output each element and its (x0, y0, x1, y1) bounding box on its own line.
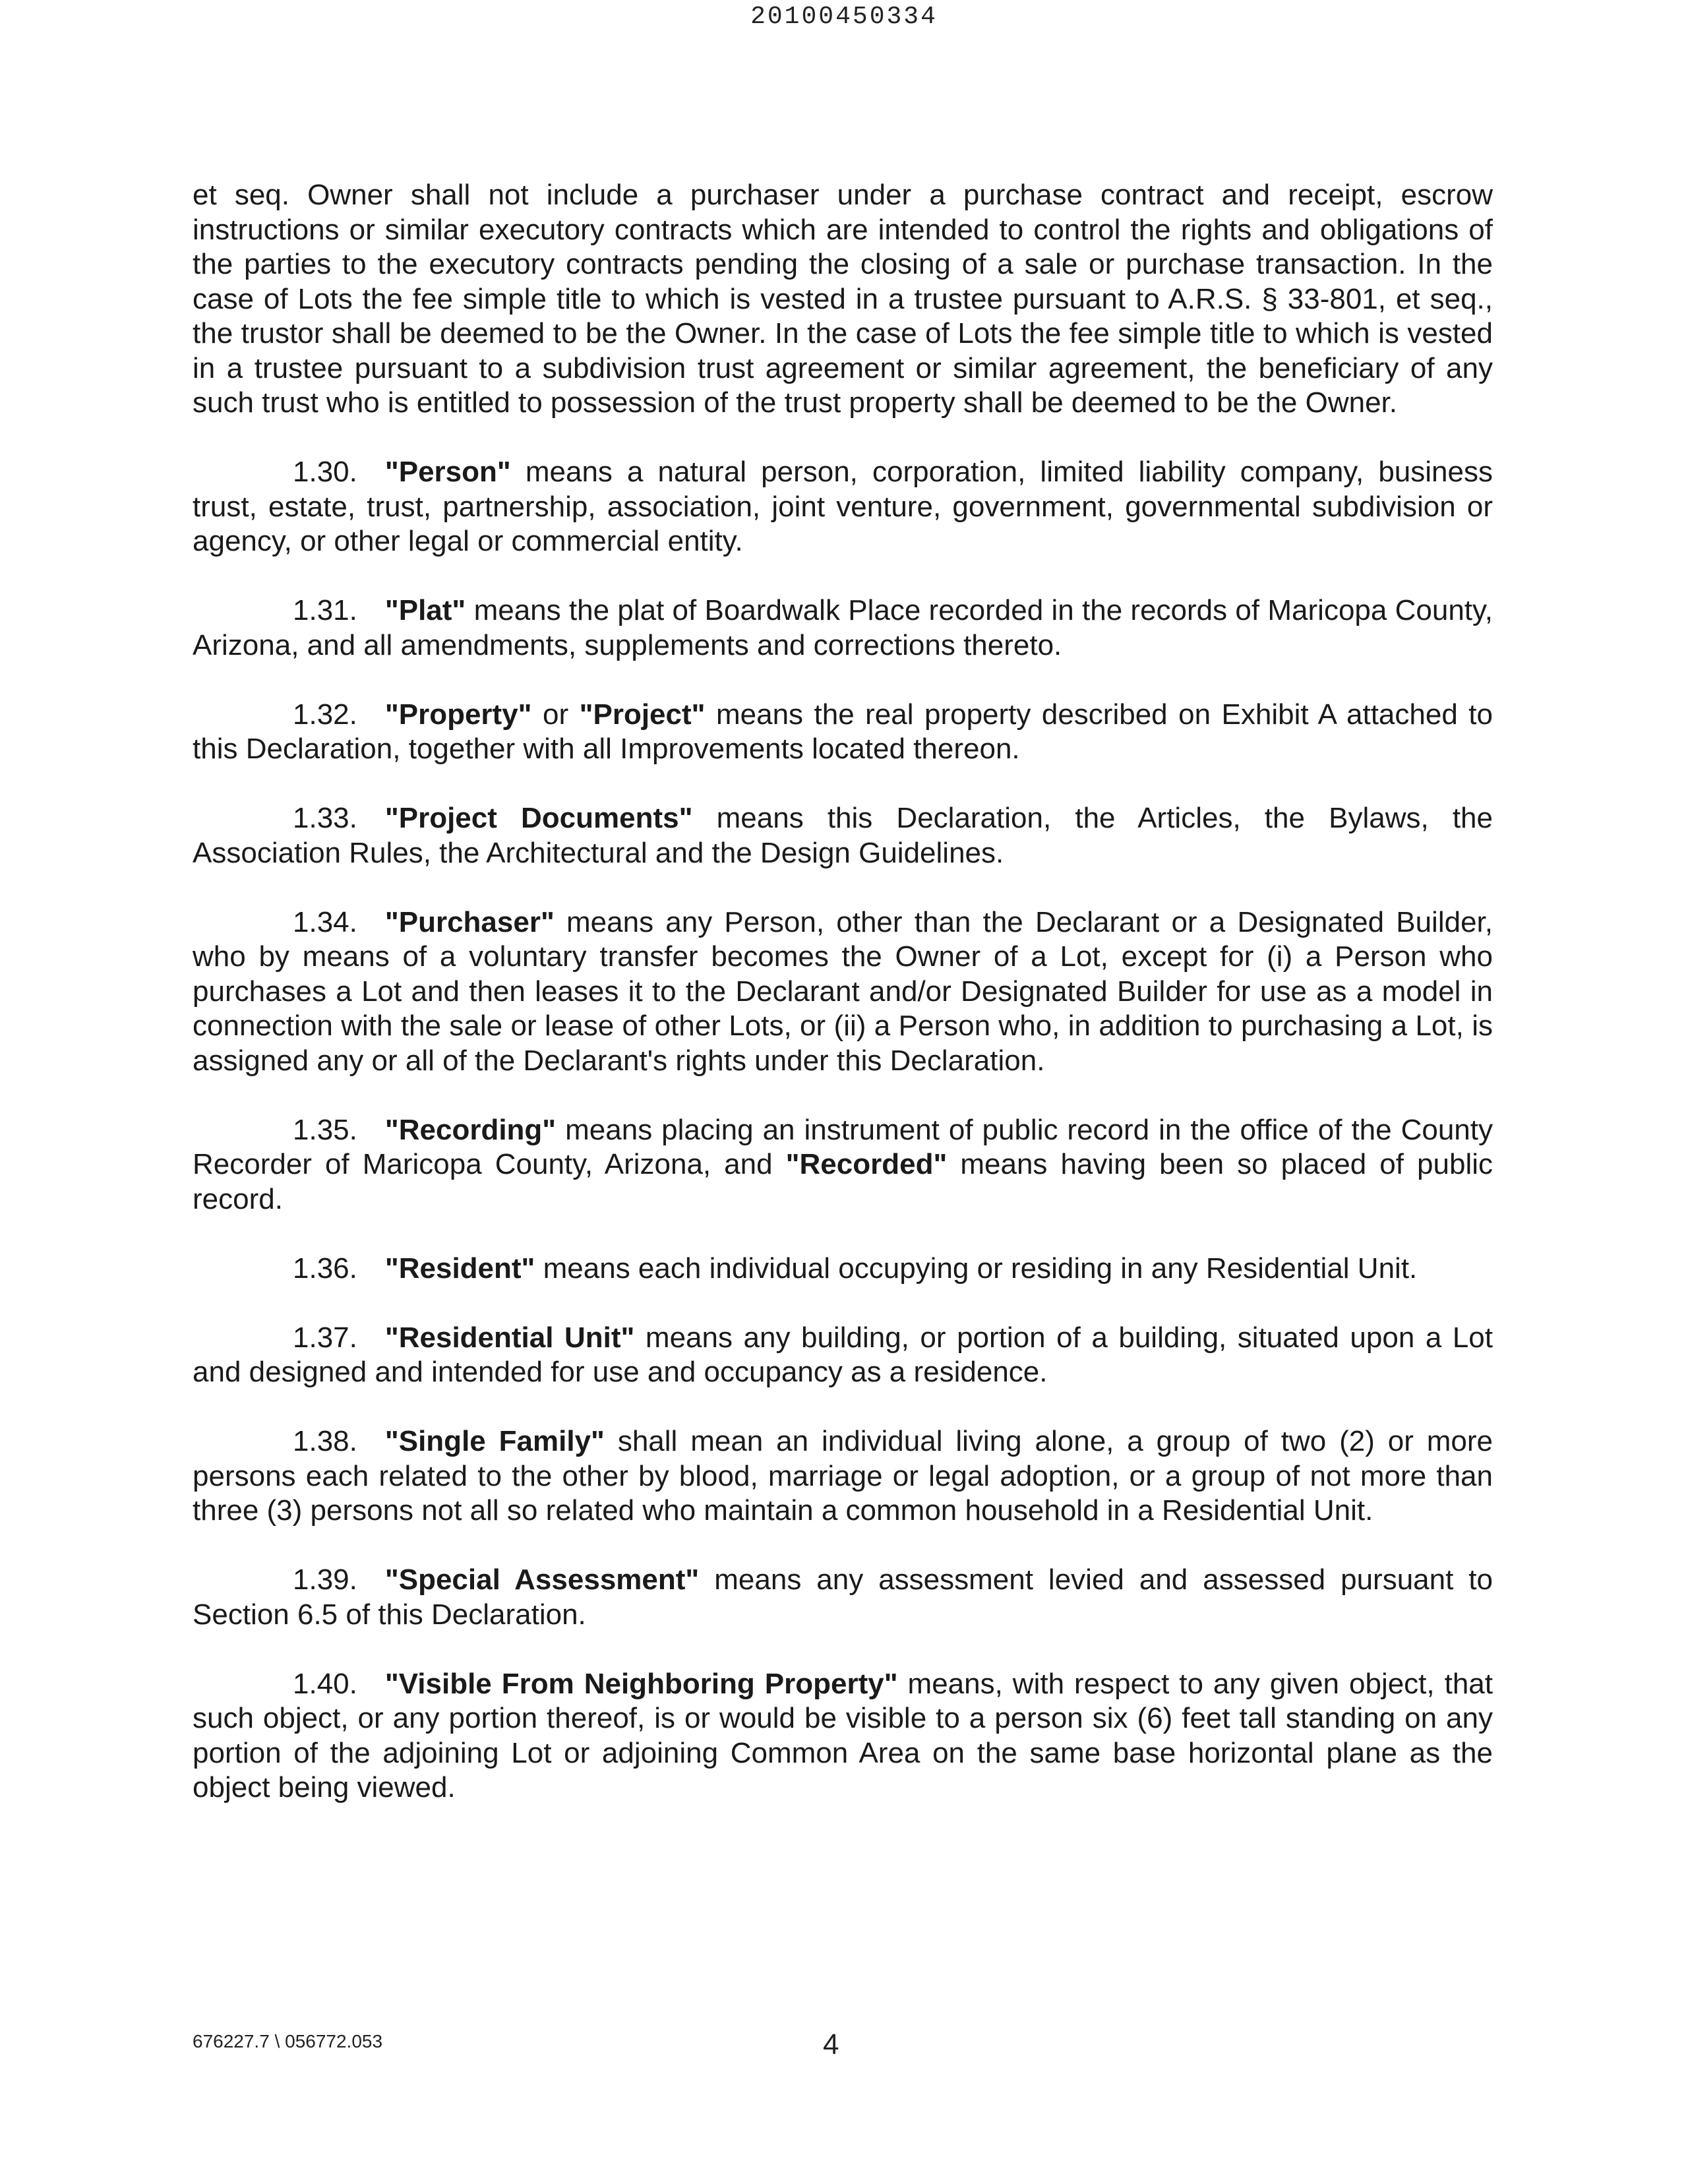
document-body (193, 178, 1493, 1840)
footer-document-id: 676227.7 \ 056772.053 (193, 2031, 383, 2051)
definition-1-35 (193, 1113, 1493, 1217)
section-number: 1.34. (293, 905, 357, 938)
definition-1-40 (193, 1667, 1493, 1805)
definition-text: means, with respect to any given object, that such object, or any portion thereof, is or would be visible to a person six (6) feet tall standing on any portion of the adjoining Lot or adjoining Common Area on the same base horizontal plane as the object being viewed. (193, 1667, 1493, 1804)
definition-text: shall mean an individual living alone, a group of two (2) or more persons each related to the other by blood, marriage or legal adoption, or a group of not more than three (3) persons not all so related who maintain a common household in a Residential Unit. (193, 1425, 1493, 1527)
definition-text: means the plat of Boardwalk Place recorded in the records of Maricopa County, Arizona, and all amendments, supplements and corrections thereto. (193, 594, 1493, 661)
definition-text: means a natural person, corporation, limited liability company, business trust, estate, trust, partnership, association, joint venture, government, governmental subdivision or agency, or other legal or commercial entity. (193, 456, 1493, 557)
recording-number: 20100450334 (750, 3, 938, 31)
definition-1-38 (193, 1424, 1493, 1529)
defined-term: "Recording" (384, 1113, 557, 1146)
definition-1-37 (193, 1321, 1493, 1390)
defined-term: "Special Assessment" (384, 1563, 700, 1596)
defined-term-alt: "Project" (579, 698, 706, 731)
term-connector: or (531, 698, 580, 731)
definition-1-33 (193, 801, 1493, 870)
defined-term: "Residential Unit" (384, 1321, 635, 1354)
section-number: 1.38. (293, 1425, 357, 1457)
section-number: 1.37. (293, 1321, 357, 1354)
defined-term: "Plat" (384, 594, 466, 626)
section-number: 1.30. (293, 456, 357, 488)
defined-term: "Property" (384, 698, 532, 731)
page-number: 4 (823, 2028, 839, 2061)
definition-text: means placing an instrument of public record in the office of the County Recorder of Maricopa County, Arizona, and (193, 1113, 1493, 1180)
defined-term: "Project Documents" (384, 802, 693, 834)
definition-1-39 (193, 1563, 1493, 1632)
section-number: 1.40. (293, 1667, 357, 1700)
definition-text: means the real property described on Exhibit A attached to this Declaration, together with all Improvements located thereon. (193, 698, 1493, 765)
definition-1-34 (193, 905, 1493, 1079)
definition-1-30 (193, 455, 1493, 559)
defined-term: "Single Family" (384, 1425, 605, 1457)
definition-text: means any assessment levied and assessed pursuant to Section 6.5 of this Declaration. (193, 1563, 1493, 1631)
section-number: 1.39. (293, 1563, 357, 1596)
defined-term: "Visible From Neighboring Property" (384, 1667, 898, 1700)
defined-term: "Person" (384, 456, 511, 488)
definition-1-36 (193, 1252, 1493, 1287)
section-number: 1.32. (293, 698, 357, 731)
section-number: 1.35. (293, 1113, 357, 1146)
definition-text: means any Person, other than the Declarant or a Designated Builder, who by means of a voluntary transfer becomes the Owner of a Lot, except for (i) a Person who purchases a Lot and then leases it to the Declarant and/or Designated Builder for use as a model in connection with the sale or lease of other Lots, or (ii) a Person who, in addition to purchasing a Lot, is assigned any or all of the Declarant's rights under this Declaration. (193, 905, 1493, 1077)
section-number: 1.31. (293, 594, 357, 626)
definition-1-32 (193, 698, 1493, 767)
definition-text-continued: means having been so placed of public record. (193, 1148, 1493, 1215)
defined-term: "Purchaser" (384, 905, 555, 938)
definition-text: means each individual occupying or residing in any Residential Unit. (535, 1252, 1418, 1285)
section-number: 1.33. (293, 802, 357, 834)
definition-1-31 (193, 593, 1493, 663)
defined-term: "Resident" (384, 1252, 535, 1285)
defined-term-alt: "Recorded" (785, 1148, 948, 1180)
section-number: 1.36. (293, 1252, 357, 1285)
intro-paragraph: et seq. Owner shall not include a purchaser under a purchase contract and receipt, escrow instructions or similar executory contracts which are intended to control the rights and obligations of the parties to the executory contracts pending the closing of a sale or purchase transaction. In the case of Lots the fee simple title to which is vested in a trustee pursuant to A.R.S. § 33-801, et seq., the trustor shall be deemed to be the Owner. In the case of Lots the fee simple title to which is vested in a trustee pursuant to a subdivision trust agreement or similar agreement, the beneficiary of any such trust who is entitled to possession of the trust property shall be deemed to be the Owner. (193, 179, 1493, 419)
definition-text: means any building, or portion of a building, situated upon a Lot and designed and intended for use and occupancy as a residence. (193, 1321, 1493, 1388)
definition-text: means this Declaration, the Articles, the Bylaws, the Association Rules, the Architectural and the Design Guidelines. (193, 802, 1493, 869)
